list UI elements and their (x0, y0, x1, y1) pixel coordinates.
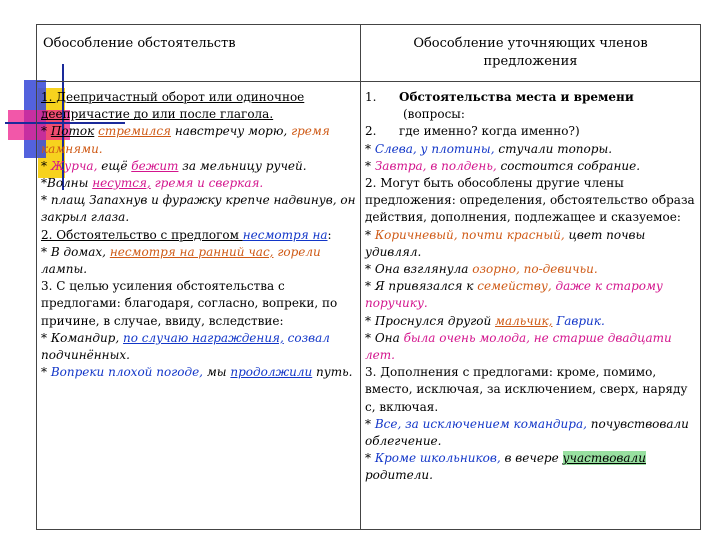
body-row (37, 82, 701, 530)
left-rule-1: 1. Деепричастный оборот или одиночное деепричастие до или после глагола. (41, 90, 305, 122)
right-rule-3: 3. Дополнения с предлогами: кроме, помимо, вместо, исключая, за исключением, сверх, наряду с, включая. (365, 365, 688, 414)
right-rule-1b: 2. где именно? когда именно?) (365, 124, 580, 139)
left-example-2: * Журча, ещё бежит за мельницу ручей. (41, 158, 307, 173)
header-row (37, 25, 701, 82)
right-example-8: * Все, за исключением командира, почувствовали облегчение. (365, 416, 689, 449)
right-example-5: * Я привязался к семейству, даже к старому поручику. (365, 279, 663, 311)
left-example-7: * Вопреки плохой погоде, мы продолжили путь. (41, 365, 353, 380)
left-example-5: * В домах, несмотря на ранний час, горели лампы. (41, 244, 321, 277)
left-example-6: * Командир, по случаю награждения, созвал подчинённых. (41, 330, 330, 363)
right-rule-1-questions: (вопросы: (403, 107, 465, 122)
left-example-1: * Поток стремился навстречу морю, гремя камнями. (41, 124, 330, 156)
header-right: Обособление уточняющих членов предложения (361, 25, 701, 82)
right-rule-2: 2. Могут быть обособлены другие члены предложения: определения, обстоятельство образа действия, дополнения, подлежащее и сказуемое: (365, 176, 695, 225)
left-rule-3: 3. С целью усиления обстоятельства с предлогами: благодаря, согласно, вопреки, по причине, в случае, ввиду, вследствие: (41, 279, 338, 328)
right-example-4: * Она взглянула озорно, по-девичьи. (365, 262, 598, 277)
right-example-3: * Коричневый, почти красный, цвет почвы удивлял. (365, 227, 646, 259)
left-rule-2: 2. Обстоятельство с предлогом несмотря на: (41, 227, 332, 242)
right-example-7: * Она была очень молода, не старше двадцати лет. (365, 330, 672, 363)
right-example-2: * Завтра, в полдень, состоится собрание. (365, 158, 641, 173)
right-example-1: * Слева, у плотины, стучали топоры. (365, 141, 613, 156)
right-rule-1: 1. Обстоятельства места и времени (365, 90, 634, 104)
right-cell (361, 82, 701, 530)
left-example-4: * плащ Запахнув и фуражку крепче надвинув, он закрыл глаза. (41, 193, 356, 225)
header-left: Обособление обстоятельств (37, 25, 361, 82)
right-example-6: * Проснулся другой мальчик, Гаврик. (365, 313, 605, 328)
left-example-3: *Волны несутся, гремя и сверкая. (41, 176, 264, 191)
left-cell (37, 82, 361, 530)
comparison-table (36, 24, 701, 530)
right-example-9: * Кроме школьников, в вечере участвовали родители. (365, 451, 646, 483)
